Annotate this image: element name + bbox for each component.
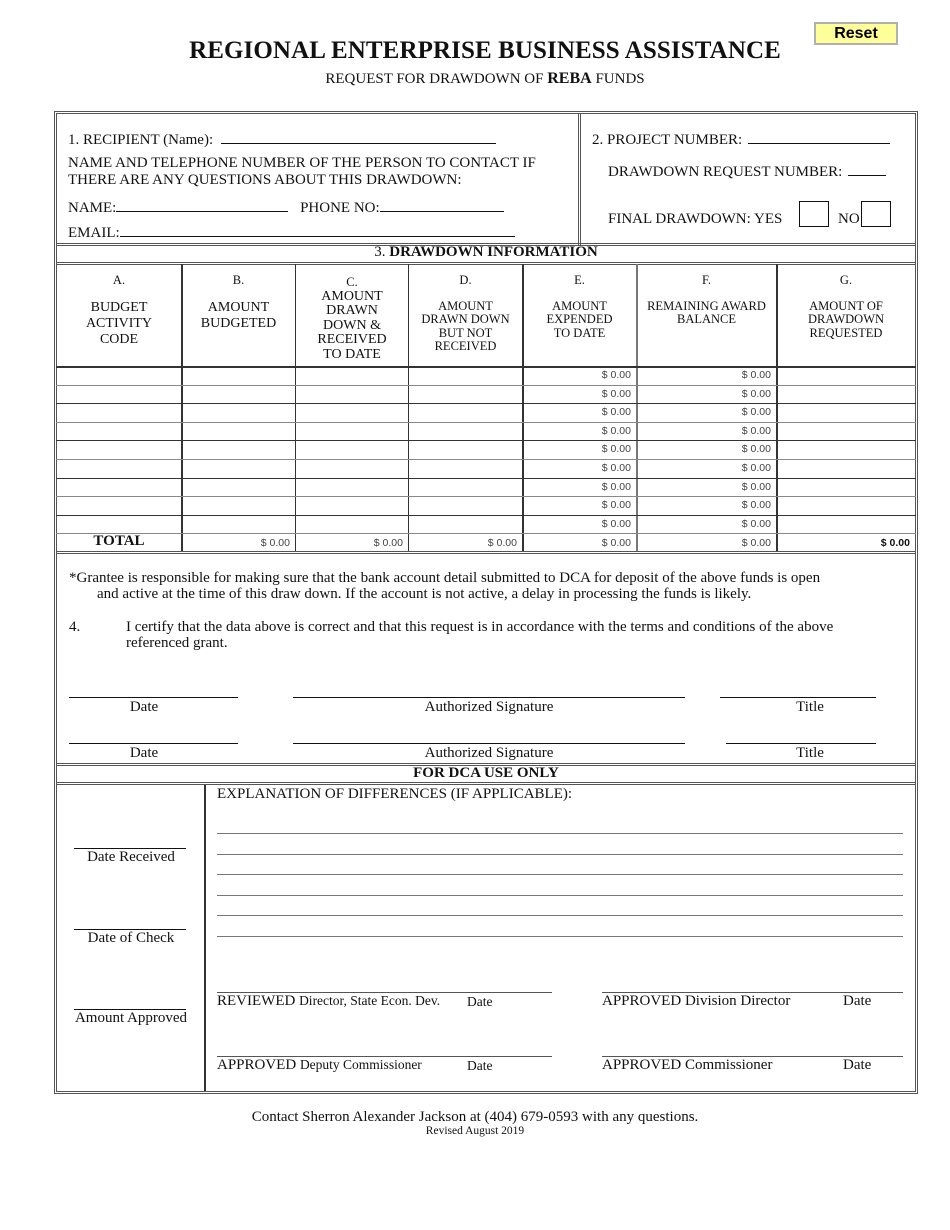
approval-status: APPROVED — [602, 993, 682, 1009]
cell-a[interactable] — [57, 385, 181, 403]
cell-b[interactable] — [182, 478, 295, 496]
cell-c[interactable] — [296, 496, 408, 514]
col-label: AMOUNT OF DRAWDOWN REQUESTED — [807, 298, 885, 340]
date-of-check-label: Date of Check — [87, 930, 175, 946]
contact-instructions-1: NAME AND TELEPHONE NUMBER OF THE PERSON TO CONTACT IF — [68, 155, 536, 171]
project-number-label: 2. PROJECT NUMBER: — [592, 132, 743, 148]
drawdown-request-number-field — [608, 162, 886, 181]
drawdown-request-number-input[interactable] — [848, 162, 886, 176]
cell-e: $ 0.00 — [601, 388, 631, 400]
col-letter: A. — [112, 273, 126, 287]
cell-f: $ 0.00 — [741, 443, 771, 455]
col-letter: C. — [346, 275, 358, 289]
recipient-input[interactable] — [221, 130, 496, 144]
drawdown-info-heading — [56, 244, 916, 261]
cell-a[interactable] — [57, 403, 181, 421]
cell-d[interactable] — [409, 440, 522, 458]
cell-f: $ 0.00 — [741, 481, 771, 493]
date-received-label: Date Received — [87, 849, 175, 865]
name-input[interactable] — [116, 198, 288, 212]
final-drawdown-no-label: NO — [838, 211, 860, 227]
cell-b[interactable] — [182, 496, 295, 514]
email-field — [68, 223, 515, 242]
cell-g[interactable] — [777, 515, 915, 533]
cell-b[interactable] — [182, 385, 295, 403]
authorized-signature-label: Authorized Signature — [424, 699, 554, 715]
cell-b[interactable] — [182, 459, 295, 477]
cell-a[interactable] — [57, 496, 181, 514]
total-e: $ 0.00 — [601, 537, 631, 549]
col-letter: B. — [232, 273, 245, 287]
phone-input[interactable] — [380, 198, 504, 212]
title-label: Title — [796, 745, 824, 761]
footer-contact: Contact Sherron Alexander Jackson at (404) 679-0593 with any questions. — [251, 1109, 699, 1125]
name-label: NAME: — [68, 200, 117, 216]
section-number: 3. — [374, 244, 386, 260]
col-header-d — [409, 274, 522, 354]
col-header-c — [296, 276, 408, 362]
date-label: Date — [129, 745, 159, 761]
cell-e: $ 0.00 — [601, 406, 631, 418]
approval-date-label: Date — [843, 993, 872, 1009]
approval-status: REVIEWED — [217, 993, 296, 1009]
phone-label: PHONE NO: — [300, 200, 380, 216]
approval-date-label: Date — [843, 1057, 872, 1073]
cell-c[interactable] — [296, 385, 408, 403]
cell-d[interactable] — [409, 422, 522, 440]
final-drawdown-no-checkbox[interactable] — [861, 201, 891, 227]
cell-a[interactable] — [57, 440, 181, 458]
contact-name-field — [68, 198, 504, 217]
cell-c[interactable] — [296, 459, 408, 477]
final-drawdown-yes-checkbox[interactable] — [799, 201, 829, 227]
page-title: REGIONAL ENTERPRISE BUSINESS ASSISTANCE — [189, 37, 781, 64]
section4-number: 4. — [69, 619, 81, 635]
col-header-f — [637, 274, 776, 327]
col-label: AMOUNT DRAWN DOWN BUT NOT RECEIVED — [421, 298, 510, 353]
col-letter: F. — [701, 273, 712, 287]
authorized-signature-line[interactable] — [293, 743, 685, 744]
recipient-label: 1. RECIPIENT (Name): — [68, 132, 214, 148]
cell-b[interactable] — [182, 440, 295, 458]
cell-c[interactable] — [296, 403, 408, 421]
amount-approved-label: Amount Approved — [74, 1010, 188, 1026]
cell-b[interactable] — [182, 366, 295, 384]
explanation-line[interactable] — [217, 895, 903, 896]
total-b: $ 0.00 — [260, 537, 290, 549]
authorized-signature-line[interactable] — [293, 697, 685, 698]
cell-e: $ 0.00 — [601, 425, 631, 437]
date-signature-line[interactable] — [69, 697, 238, 698]
cell-g[interactable] — [777, 403, 915, 421]
col-letter: E. — [574, 273, 585, 287]
cell-e: $ 0.00 — [601, 518, 631, 530]
approval-status: APPROVED — [602, 1057, 682, 1073]
dca-use-heading: FOR DCA USE ONLY — [413, 765, 559, 781]
bank-account-notice — [69, 570, 820, 602]
explanation-label: EXPLANATION OF DIFFERENCES (IF APPLICABLE): — [217, 786, 573, 802]
approval-status: APPROVED — [217, 1057, 297, 1073]
col-label: BUDGET ACTIVITY CODE — [85, 299, 153, 347]
authorized-signature-label: Authorized Signature — [424, 745, 554, 761]
cell-a[interactable] — [57, 478, 181, 496]
project-number-input[interactable] — [748, 130, 890, 144]
col-label: AMOUNT BUDGETED — [200, 299, 277, 331]
cell-g[interactable] — [777, 422, 915, 440]
cell-c[interactable] — [296, 422, 408, 440]
col-header-e — [523, 274, 636, 340]
certification-line-2: referenced grant. — [126, 635, 228, 651]
cell-d[interactable] — [409, 459, 522, 477]
cell-e: $ 0.00 — [601, 481, 631, 493]
section-title: DRAWDOWN INFORMATION — [389, 244, 598, 260]
drawdown-request-number-label: DRAWDOWN REQUEST NUMBER: — [608, 164, 843, 180]
division-director-label — [602, 993, 872, 1010]
cell-b[interactable] — [182, 422, 295, 440]
subtitle-suffix: FUNDS — [591, 71, 645, 87]
reset-button[interactable]: Reset — [814, 22, 898, 45]
col-header-g — [777, 274, 915, 340]
certification-line-1: I certify that the data above is correct and that this request is in accordance with the terms and conditions of the above — [126, 619, 834, 635]
notice-line-1: *Grantee is responsible for making sure that the bank account detail submitted to DCA for deposit of the above funds is open — [69, 570, 821, 586]
col-header-a — [57, 274, 181, 348]
cell-g[interactable] — [777, 366, 915, 384]
total-label: TOTAL — [93, 533, 145, 549]
total-f: $ 0.00 — [741, 537, 771, 549]
subtitle-prefix: REQUEST FOR DRAWDOWN OF — [325, 71, 548, 87]
col-label: AMOUNT DRAWN DOWN & RECEIVED TO DATE — [317, 288, 387, 362]
deputy-commissioner-label — [217, 1057, 493, 1074]
cell-f: $ 0.00 — [741, 499, 771, 511]
notice-line-2: and active at the time of this draw down. If the account is not active, a delay in processing the funds is likely. — [97, 586, 752, 602]
cell-d[interactable] — [409, 385, 522, 403]
col-label: AMOUNT EXPENDED TO DATE — [546, 298, 613, 340]
explanation-line[interactable] — [217, 833, 903, 834]
cell-f: $ 0.00 — [741, 369, 771, 381]
explanation-line[interactable] — [217, 874, 903, 875]
email-label: EMAIL: — [68, 225, 120, 241]
title-signature-line[interactable] — [720, 697, 876, 698]
explanation-line[interactable] — [217, 915, 903, 916]
cell-e: $ 0.00 — [601, 499, 631, 511]
approval-role: Division Director — [684, 993, 791, 1009]
approval-role: Director, State Econ. Dev. — [299, 993, 441, 1008]
cell-f: $ 0.00 — [741, 406, 771, 418]
reviewed-director-label — [217, 993, 493, 1010]
title-signature-line[interactable] — [726, 743, 876, 744]
cell-d[interactable] — [409, 403, 522, 421]
email-input[interactable] — [120, 223, 515, 237]
recipient-field — [68, 130, 496, 149]
cell-a[interactable] — [57, 422, 181, 440]
cell-e: $ 0.00 — [601, 443, 631, 455]
cell-a[interactable] — [57, 515, 181, 533]
explanation-line[interactable] — [217, 936, 903, 937]
contact-instructions-2: THERE ARE ANY QUESTIONS ABOUT THIS DRAWDOWN: — [68, 172, 462, 188]
cell-f: $ 0.00 — [741, 425, 771, 437]
cell-g[interactable] — [777, 496, 915, 514]
subtitle-program: REBA — [547, 70, 592, 87]
col-letter: G. — [839, 273, 853, 287]
cell-d[interactable] — [409, 366, 522, 384]
col-label: REMAINING AWARD BALANCE — [647, 298, 766, 326]
approval-role: Deputy Commissioner — [299, 1057, 422, 1072]
date-signature-line[interactable] — [69, 743, 238, 744]
cell-g[interactable] — [777, 385, 915, 403]
final-drawdown-yes-label: FINAL DRAWDOWN: YES — [608, 211, 783, 227]
cell-c[interactable] — [296, 478, 408, 496]
commissioner-label — [602, 1057, 872, 1074]
cell-c[interactable] — [296, 440, 408, 458]
project-number-field — [592, 130, 890, 149]
cell-c[interactable] — [296, 515, 408, 533]
cell-e: $ 0.00 — [601, 369, 631, 381]
divider — [56, 551, 916, 554]
total-d: $ 0.00 — [487, 537, 517, 549]
cell-d[interactable] — [409, 496, 522, 514]
date-label: Date — [129, 699, 159, 715]
cell-e: $ 0.00 — [601, 462, 631, 474]
page-subtitle — [0, 70, 950, 88]
cell-f: $ 0.00 — [741, 518, 771, 530]
section-divider — [578, 113, 581, 245]
cell-g[interactable] — [777, 478, 915, 496]
explanation-line[interactable] — [217, 854, 903, 855]
cell-g[interactable] — [777, 459, 915, 477]
cell-a[interactable] — [57, 366, 181, 384]
cell-f: $ 0.00 — [741, 462, 771, 474]
total-g: $ 0.00 — [880, 537, 910, 549]
footer-revised: Revised August 2019 — [425, 1125, 525, 1137]
cell-d[interactable] — [409, 478, 522, 496]
cell-b[interactable] — [182, 403, 295, 421]
col-header-b — [182, 274, 295, 332]
cell-d[interactable] — [409, 515, 522, 533]
title-label: Title — [796, 699, 824, 715]
approval-role: Commissioner — [684, 1057, 773, 1073]
dca-divider — [204, 785, 206, 1091]
approval-date-label: Date — [467, 1058, 493, 1073]
cell-g[interactable] — [777, 440, 915, 458]
certification-text — [126, 619, 833, 651]
cell-f: $ 0.00 — [741, 388, 771, 400]
cell-a[interactable] — [57, 459, 181, 477]
approval-date-label: Date — [467, 994, 493, 1009]
col-letter: D. — [459, 273, 472, 287]
cell-c[interactable] — [296, 366, 408, 384]
divider — [56, 262, 916, 265]
total-c: $ 0.00 — [373, 537, 403, 549]
cell-b[interactable] — [182, 515, 295, 533]
divider — [56, 782, 916, 785]
